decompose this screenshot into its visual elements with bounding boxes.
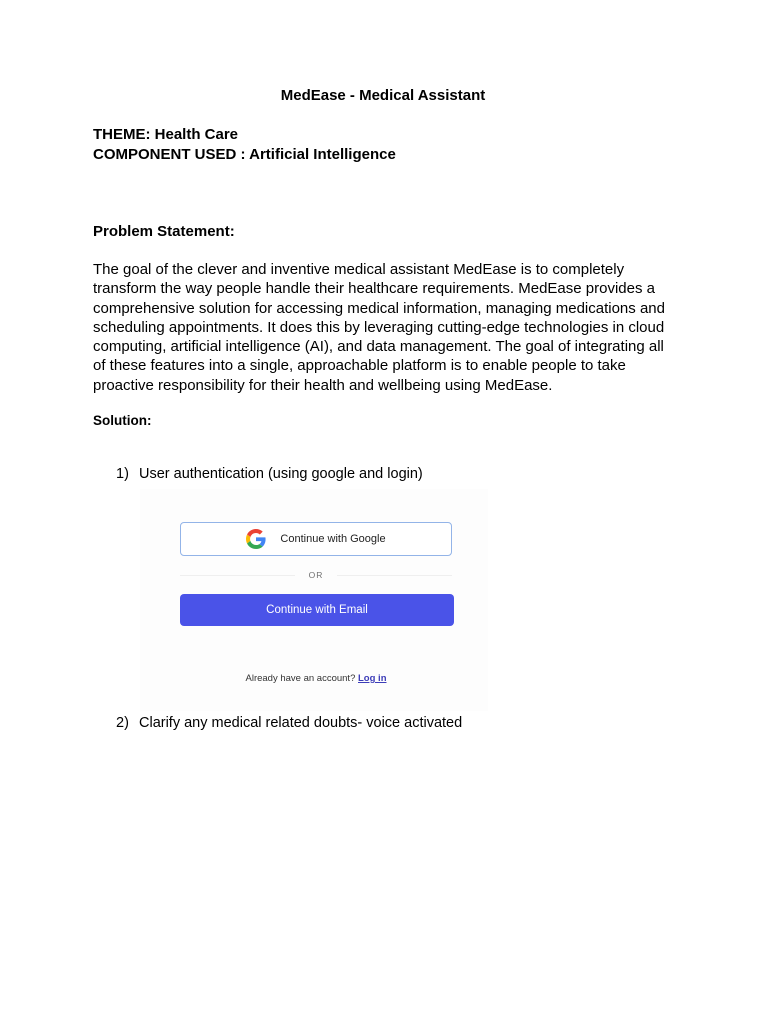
list-item-number: 2) bbox=[116, 715, 129, 731]
account-prompt-row bbox=[140, 673, 492, 684]
google-button-label: Continue with Google bbox=[280, 533, 386, 545]
component-line: COMPONENT USED : Artificial Intelligence bbox=[93, 146, 396, 163]
document-title: MedEase - Medical Assistant bbox=[280, 87, 486, 104]
auth-screenshot bbox=[140, 489, 488, 711]
solution-heading: Solution: bbox=[93, 413, 152, 428]
list-item-text: Clarify any medical related doubts- voice activated bbox=[139, 715, 463, 731]
list-item bbox=[116, 466, 423, 483]
continue-with-google-button[interactable] bbox=[180, 522, 452, 556]
problem-statement-heading: Problem Statement: bbox=[93, 223, 235, 240]
list-item-number: 1) bbox=[116, 466, 129, 482]
login-link[interactable]: Log in bbox=[358, 673, 387, 684]
list-item-text: User authentication (using google and login) bbox=[139, 466, 423, 482]
continue-with-email-button[interactable]: Continue with Email bbox=[180, 594, 454, 626]
theme-line: THEME: Health Care bbox=[93, 126, 239, 143]
or-separator bbox=[180, 569, 452, 581]
list-item bbox=[116, 715, 462, 732]
problem-statement-text: The goal of the clever and inventive medical assistant MedEase is to completely transform the way people handle their healthcare requirements. MedEase provides a comprehensive solution for accessing medical information, managing medications and scheduling appointments. It does this by leveraging cutting-edge technologies in cloud computing, artificial intelligence (AI), and data management. The goal of integrating all of these features into a single, approachable platform is to enable people to take proactive responsibility for their health and wellbeing using MedEase. bbox=[93, 261, 665, 394]
or-separator-text: OR bbox=[308, 570, 324, 580]
google-g-icon bbox=[246, 529, 266, 549]
account-prompt-text: Already have an account? bbox=[245, 673, 356, 684]
